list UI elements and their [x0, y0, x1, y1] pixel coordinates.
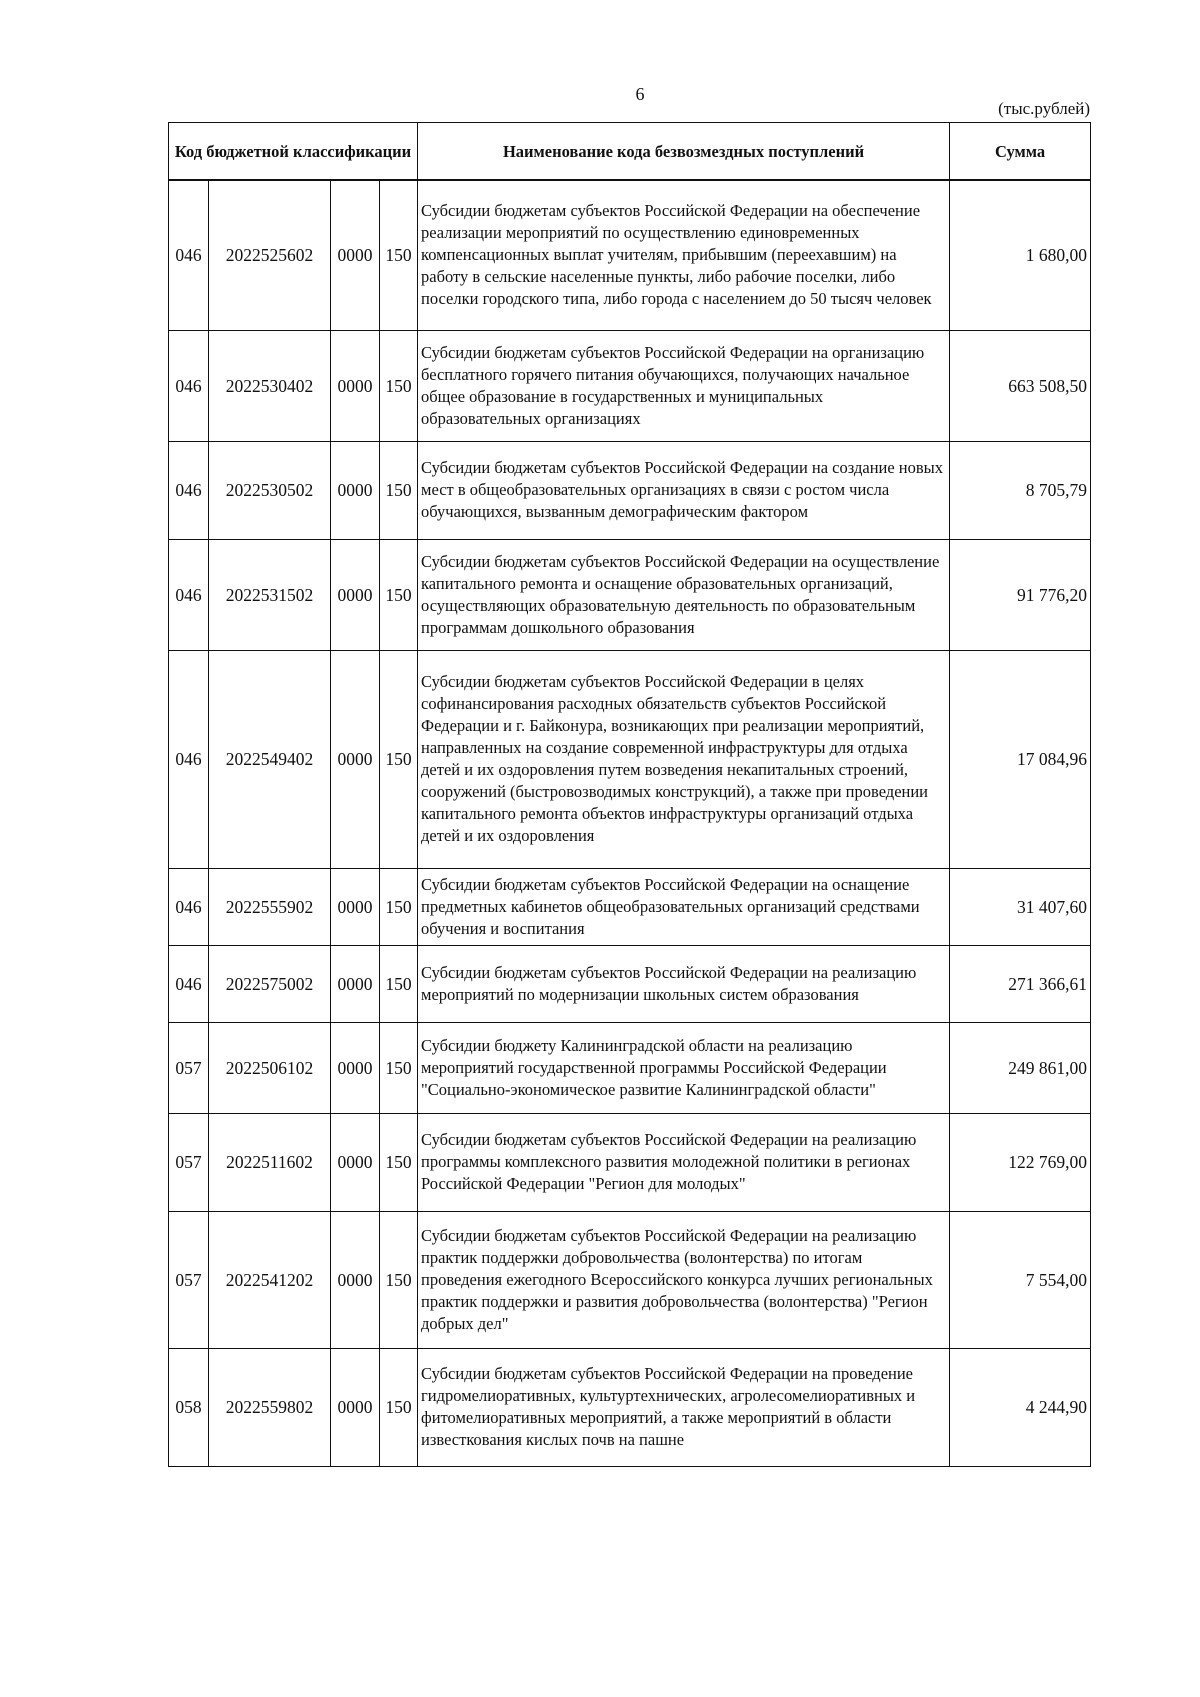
revenue-name-cell: Субсидии бюджетам субъектов Российской Федерации на создание новых мест в общеобразовательных организациях в связи с ростом числа обучающихся, вызванным демографическим фактором — [418, 441, 950, 539]
revenue-code-cell: 2022525602 — [209, 180, 331, 330]
classification-code-cell: 150 — [380, 330, 418, 441]
revenue-code-cell: 2022559802 — [209, 1348, 331, 1466]
header-revenue-name: Наименование кода безвозмездных поступлений — [418, 123, 950, 181]
table-row — [169, 539, 1091, 650]
table-row — [169, 1113, 1091, 1211]
revenue-name-cell: Субсидии бюджетам субъектов Российской Федерации на обеспечение реализации мероприятий по осуществлению единовременных компенсационных выплат учителям, прибывшим (переехавшим) на работу в сельские населенные пункты, либо рабочие поселки, либо поселки городского типа, либо города с населением до 50 тысяч человек — [418, 180, 950, 330]
revenue-code-cell: 2022530502 — [209, 441, 331, 539]
admin-code-cell: 057 — [169, 1113, 209, 1211]
subtype-code-cell: 0000 — [331, 650, 380, 868]
subtype-code-cell: 0000 — [331, 1348, 380, 1466]
revenue-name-cell: Субсидии бюджетам субъектов Российской Федерации в целях софинансирования расходных обязательств субъектов Российской Федерации и г. Байконура, возникающих при реализации мероприятий, направленных на создание современной инфраструктуры для отдыха детей и их оздоровления путем возведения некапитальных строений, сооружений (быстровозводимых конструкций), а также при проведении капитального ремонта объектов инфраструктуры организаций отдыха детей и их оздоровления — [418, 650, 950, 868]
classification-code-cell: 150 — [380, 441, 418, 539]
admin-code-cell: 046 — [169, 650, 209, 868]
classification-code-cell: 150 — [380, 1022, 418, 1113]
revenue-code-cell: 2022575002 — [209, 945, 331, 1022]
amount-cell: 4 244,90 — [950, 1348, 1091, 1466]
revenue-code-cell: 2022541202 — [209, 1211, 331, 1348]
amount-cell: 122 769,00 — [950, 1113, 1091, 1211]
classification-code-cell: 150 — [380, 945, 418, 1022]
revenue-name-cell: Субсидии бюджетам субъектов Российской Федерации на реализацию практик поддержки добровольчества (волонтерства) по итогам проведения ежегодного Всероссийского конкурса лучших региональных практик поддержки и развития добровольчества (волонтерства) "Регион добрых дел" — [418, 1211, 950, 1348]
page-number: 6 — [635, 84, 645, 104]
subtype-code-cell: 0000 — [331, 945, 380, 1022]
table-row — [169, 1211, 1091, 1348]
admin-code-cell: 046 — [169, 180, 209, 330]
subtype-code-cell: 0000 — [331, 1211, 380, 1348]
subtype-code-cell: 0000 — [331, 180, 380, 330]
subtype-code-cell: 0000 — [331, 868, 380, 945]
revenue-code-cell: 2022511602 — [209, 1113, 331, 1211]
admin-code-cell: 058 — [169, 1348, 209, 1466]
revenue-code-cell: 2022530402 — [209, 330, 331, 441]
revenue-code-cell: 2022549402 — [209, 650, 331, 868]
admin-code-cell: 046 — [169, 330, 209, 441]
classification-code-cell: 150 — [380, 1211, 418, 1348]
table-row — [169, 441, 1091, 539]
table-header-row — [169, 123, 1091, 181]
table-row — [169, 1348, 1091, 1466]
subtype-code-cell: 0000 — [331, 1113, 380, 1211]
amount-cell: 7 554,00 — [950, 1211, 1091, 1348]
revenue-code-cell: 2022531502 — [209, 539, 331, 650]
table-body — [169, 180, 1091, 1466]
revenue-name-cell: Субсидии бюджетам субъектов Российской Федерации на реализацию программы комплексного развития молодежной политики в регионах Российской Федерации "Регион для молодых" — [418, 1113, 950, 1211]
classification-code-cell: 150 — [380, 1348, 418, 1466]
amount-cell: 31 407,60 — [950, 868, 1091, 945]
revenue-name-cell: Субсидии бюджетам субъектов Российской Федерации на осуществление капитального ремонта и оснащение образовательных организаций, осуществляющих образовательную деятельность по образовательным программам дошкольного образования — [418, 539, 950, 650]
revenue-name-cell: Субсидии бюджетам субъектов Российской Федерации на организацию бесплатного горячего питания обучающихся, получающих начальное общее образование в государственных и муниципальных образовательных организациях — [418, 330, 950, 441]
subtype-code-cell: 0000 — [331, 1022, 380, 1113]
table-row — [169, 650, 1091, 868]
admin-code-cell: 057 — [169, 1211, 209, 1348]
admin-code-cell: 046 — [169, 868, 209, 945]
header-budget-code: Код бюджетной классификации — [169, 123, 418, 181]
amount-cell: 663 508,50 — [950, 330, 1091, 441]
revenue-name-cell: Субсидии бюджетам субъектов Российской Федерации на реализацию мероприятий по модернизации школьных систем образования — [418, 945, 950, 1022]
table-row — [169, 868, 1091, 945]
revenue-name-cell: Субсидии бюджетам субъектов Российской Федерации на оснащение предметных кабинетов общеобразовательных организаций средствами обучения и воспитания — [418, 868, 950, 945]
amount-cell: 17 084,96 — [950, 650, 1091, 868]
admin-code-cell: 046 — [169, 441, 209, 539]
header-sum: Сумма — [950, 123, 1091, 181]
admin-code-cell: 046 — [169, 945, 209, 1022]
revenue-code-cell: 2022506102 — [209, 1022, 331, 1113]
amount-cell: 249 861,00 — [950, 1022, 1091, 1113]
classification-code-cell: 150 — [380, 1113, 418, 1211]
budget-revenue-table — [168, 122, 1091, 1467]
subtype-code-cell: 0000 — [331, 539, 380, 650]
admin-code-cell: 057 — [169, 1022, 209, 1113]
classification-code-cell: 150 — [380, 650, 418, 868]
amount-cell: 8 705,79 — [950, 441, 1091, 539]
units-label: (тыс.рублей) — [998, 99, 1090, 118]
admin-code-cell: 046 — [169, 539, 209, 650]
amount-cell: 91 776,20 — [950, 539, 1091, 650]
table-row — [169, 330, 1091, 441]
classification-code-cell: 150 — [380, 539, 418, 650]
revenue-code-cell: 2022555902 — [209, 868, 331, 945]
table-row — [169, 945, 1091, 1022]
table-row — [169, 1022, 1091, 1113]
amount-cell: 1 680,00 — [950, 180, 1091, 330]
table-row — [169, 180, 1091, 330]
revenue-name-cell: Субсидии бюджетам субъектов Российской Федерации на проведение гидромелиоративных, культуртехнических, агролесомелиоративных и фитомелиоративных мероприятий, а также мероприятий в области известкования кислых почв на пашне — [418, 1348, 950, 1466]
classification-code-cell: 150 — [380, 180, 418, 330]
revenue-name-cell: Субсидии бюджету Калининградской области на реализацию мероприятий государственной программы Российской Федерации "Социально-экономическое развитие Калининградской области" — [418, 1022, 950, 1113]
amount-cell: 271 366,61 — [950, 945, 1091, 1022]
subtype-code-cell: 0000 — [331, 330, 380, 441]
subtype-code-cell: 0000 — [331, 441, 380, 539]
classification-code-cell: 150 — [380, 868, 418, 945]
